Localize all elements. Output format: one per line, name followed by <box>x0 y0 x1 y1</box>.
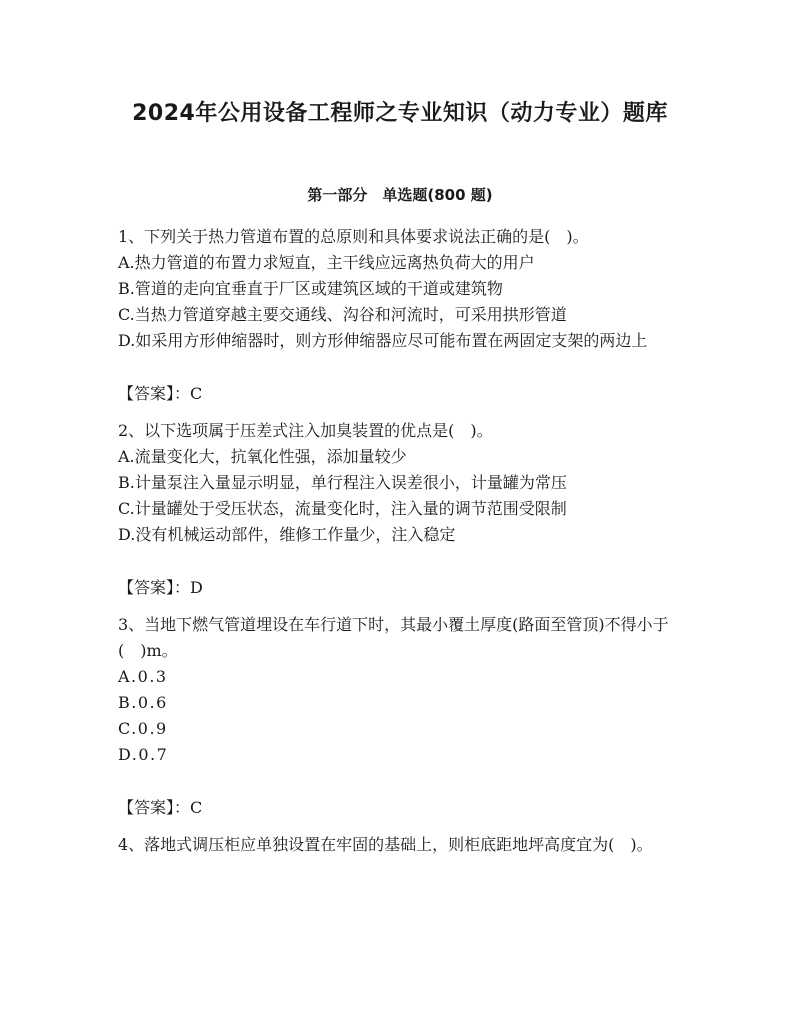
question-2 <box>118 418 684 601</box>
option-b: B.计量泵注入量显示明显，单行程注入误差很小，计量罐为常压 <box>118 473 567 492</box>
option-d: D.如采用方形伸缩器时，则方形伸缩器应尽可能布置在两固定支架的两边上 <box>118 331 648 350</box>
question-stem: 4、落地式调压柜应单独设置在牢固的基础上，则柜底距地坪高度宜为( )。 <box>118 835 653 854</box>
question-1 <box>118 224 684 407</box>
option-a: A.流量变化大，抗氧化性强，添加量较少 <box>118 447 407 466</box>
section-heading: 第一部分 单选题(800 题) <box>307 186 493 204</box>
option-a: A.热力管道的布置力求短直，主干线应远离热负荷大的用户 <box>118 253 535 272</box>
option-b: B.管道的走向宜垂直于厂区或建筑区域的干道或建筑物 <box>118 279 503 298</box>
answer-label: 【答案】：C <box>118 384 203 403</box>
option-a: A.0.3 <box>118 667 168 686</box>
question-stem: 3、当地下燃气管道埋设在车行道下时，其最小覆土厚度(路面至管顶)不得小于( )m。 <box>118 615 669 660</box>
option-c: C.计量罐处于受压状态，流量变化时，注入量的调节范围受限制 <box>118 499 567 518</box>
question-3 <box>118 612 684 821</box>
answer-label: 【答案】：D <box>118 578 203 597</box>
question-stem: 1、下列关于热力管道布置的总原则和具体要求说法正确的是( )。 <box>118 227 589 246</box>
document-title: 2024年公用设备工程师之专业知识（动力专业）题库 <box>132 101 668 126</box>
question-4 <box>118 832 684 858</box>
option-c: C.0.9 <box>118 719 168 738</box>
option-d: D.没有机械运动部件，维修工作量少，注入稳定 <box>118 525 456 544</box>
answer-label: 【答案】：C <box>118 798 203 817</box>
option-c: C.当热力管道穿越主要交通线、沟谷和河流时，可采用拱形管道 <box>118 305 567 324</box>
option-d: D.0.7 <box>118 745 169 764</box>
option-b: B.0.6 <box>118 693 168 712</box>
question-stem: 2、以下选项属于压差式注入加臭装置的优点是( )。 <box>118 421 493 440</box>
question-list <box>118 224 684 858</box>
